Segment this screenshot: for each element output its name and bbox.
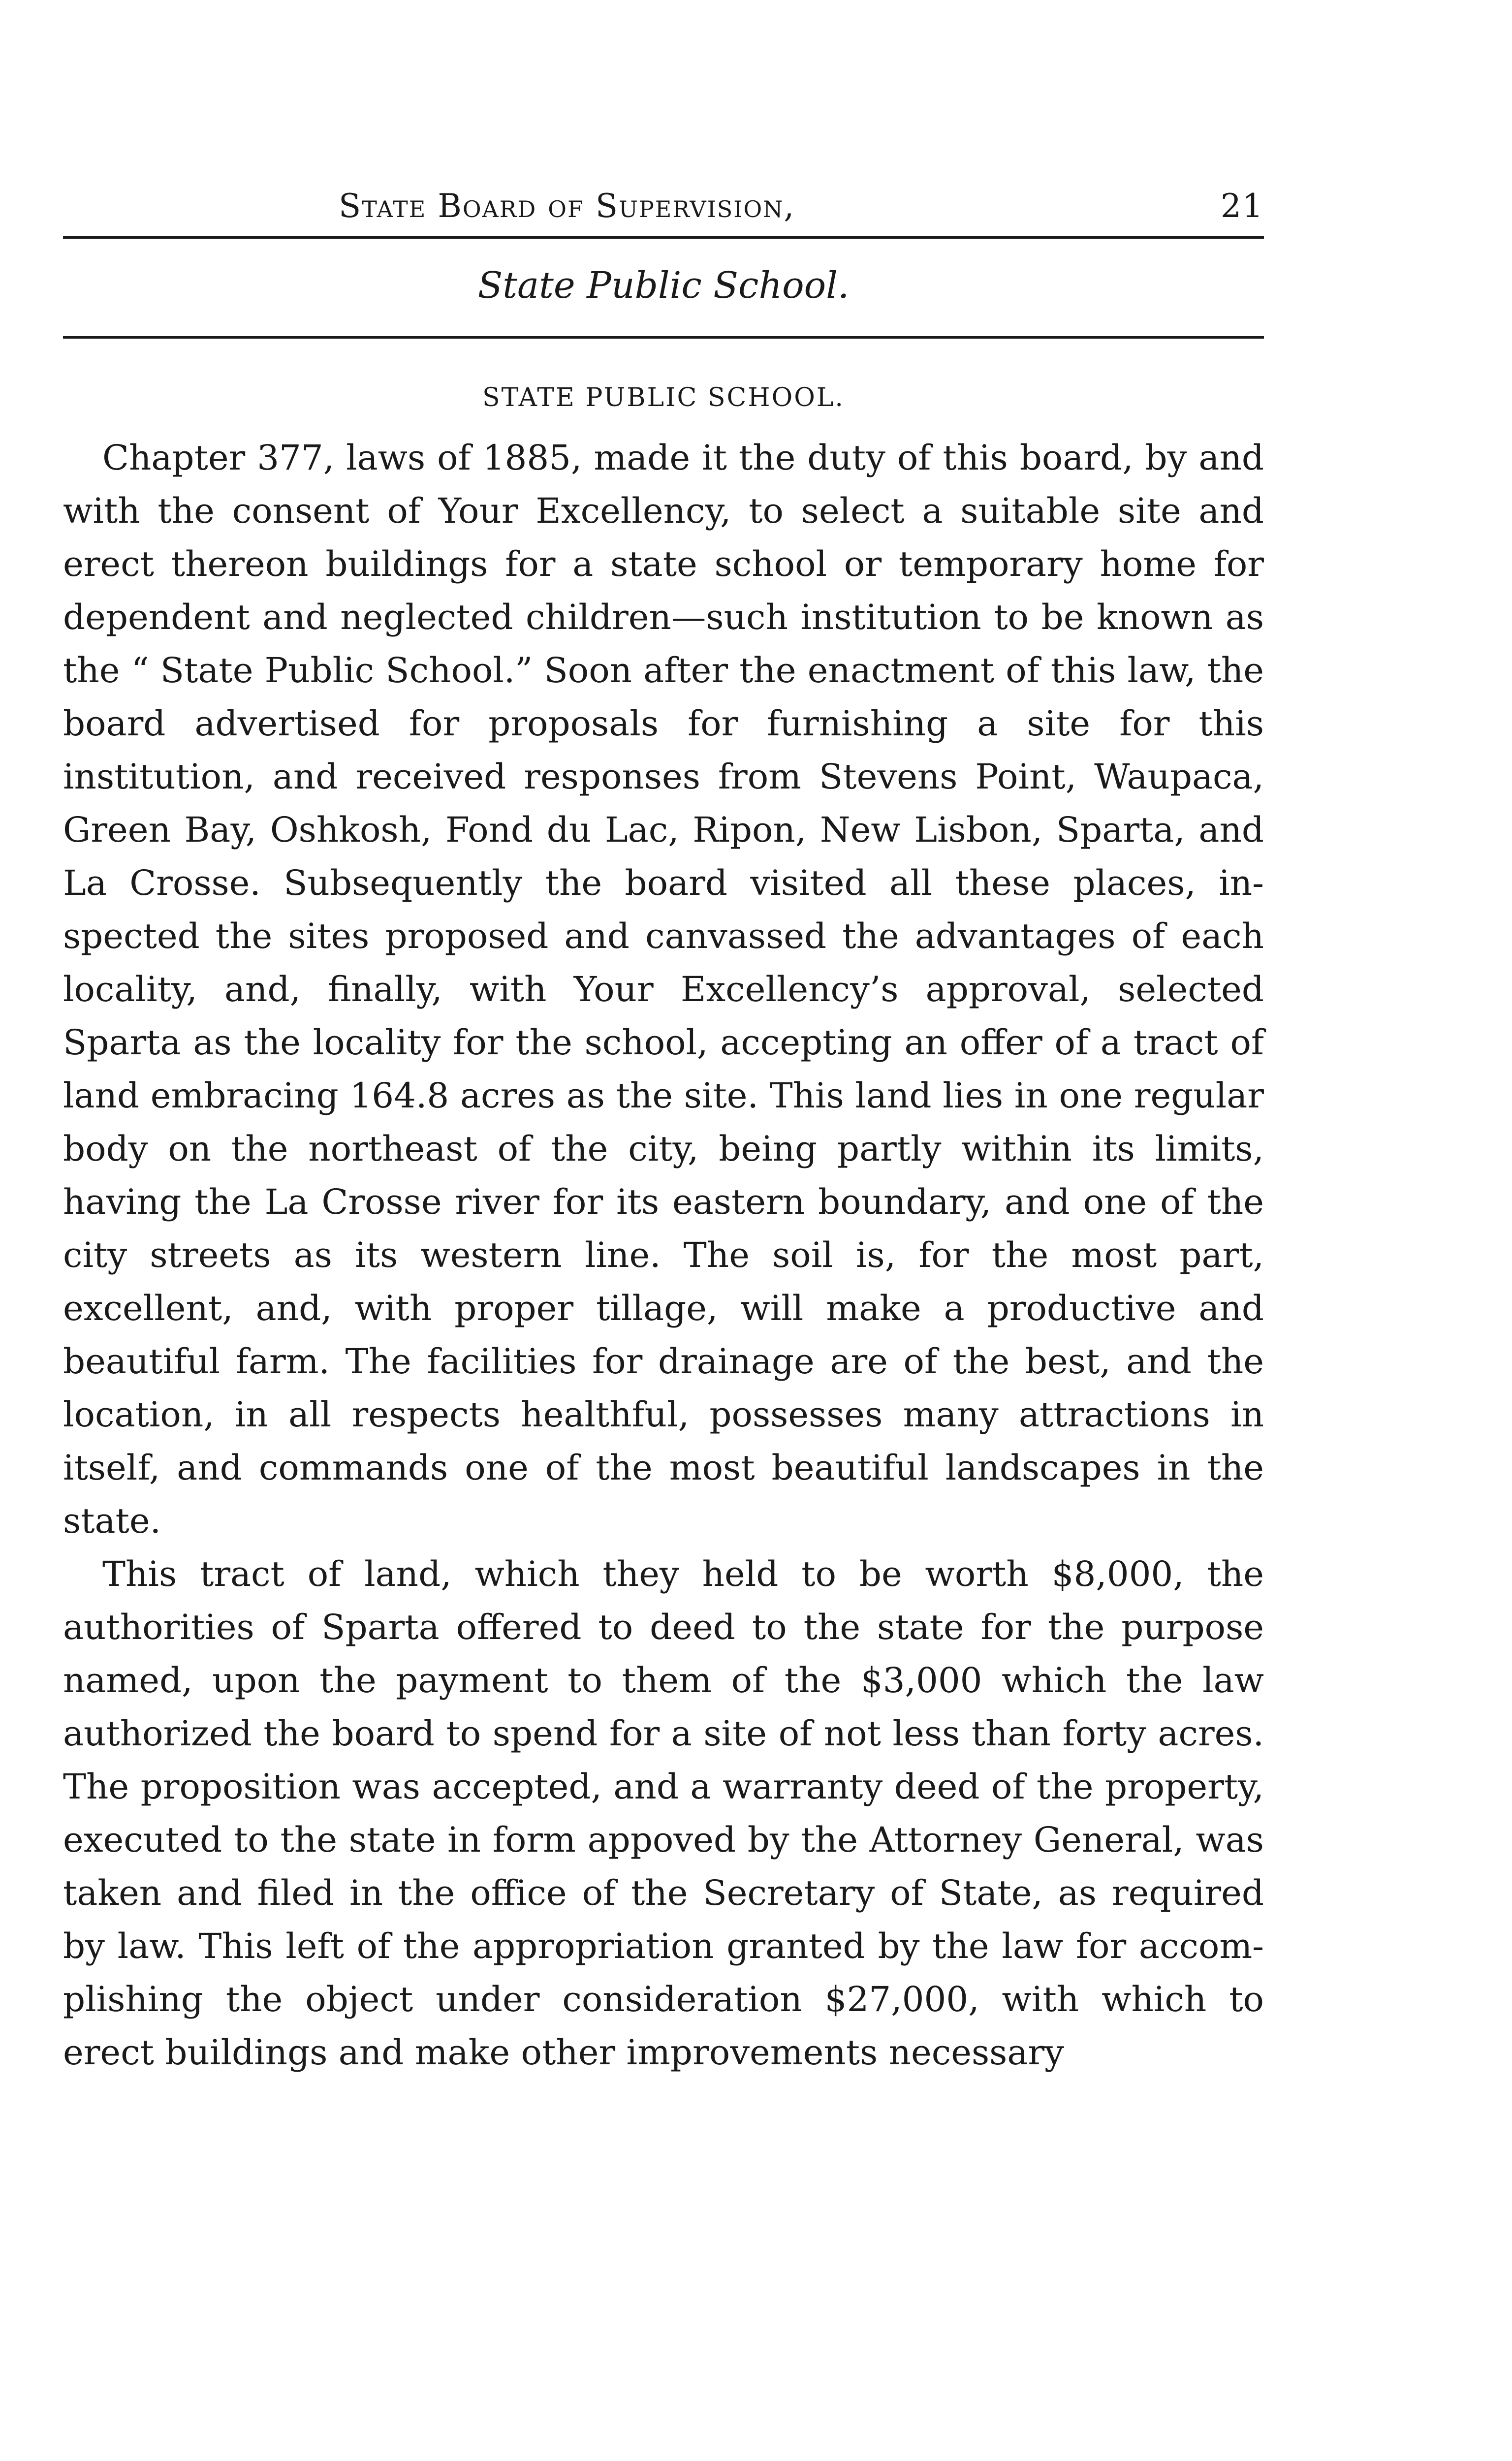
section-heading: STATE PUBLIC SCHOOL. xyxy=(482,383,845,412)
bottom-rule xyxy=(63,336,1264,339)
running-head xyxy=(63,177,1264,236)
book-page xyxy=(63,177,1264,2079)
body-paragraph-2: This tract of land, which they held to be worth $8,000, the authorities of Sparta offered to deed to the state for the purpose named, upon the payment to them of the $3,000 which the law authorized the board to spend for a site of not less than forty acres. The proposition was accepted, and a warranty deed of the property, executed to the state in form appoved by the Attorney General, was taken and filed in the office of the Secretary of State, as required by law. This left of the appropriation granted by the law for accomplishing the object under consideration $27,000, with which to erect buildings and make other improvements necessary xyxy=(63,1554,1264,2073)
section-subtitle: State Public School. xyxy=(477,264,850,307)
body-paragraph-1: Chapter 377, laws of 1885, made it the duty of this board, by and with the consent of Your Excellency, to select a suitable site and erect thereon buildings for a state school or temporary home for dependent and neglected children—such institution to be known as the “ State Public School.” Soon after the enactment of this law, the board advertised for proposals for furnishing a site for this institution, and received responses from Stevens Point, Waupaca, Green Bay, Oshkosh, Fond du Lac, Ripon, New Lisbon, Sparta, and La Crosse. Subsequently the board visited all these places, inspected the sites proposed and canvassed the advantages of each locality, and, finally, with Your Excellency’s approval, selected Sparta as the locality for the school, accepting an offer of a tract of land embracing 164.8 acres as the site. This land lies in one regular body on the northeast of the city, being partly within its limits, having the La Crosse river for its eastern boundary, and one of the city streets as its western line. The soil is, for the most part, excellent, and, with proper tillage, will make a productive and beautiful farm. The facilities for drainage are of the best, and the location, in all respects healthful, possesses many attractions in itself, and commands one of the most beautiful landscapes in the state. xyxy=(63,438,1264,1541)
running-head-title: State Board of Supervision, xyxy=(339,187,795,225)
page-number: 21 xyxy=(1221,187,1264,225)
